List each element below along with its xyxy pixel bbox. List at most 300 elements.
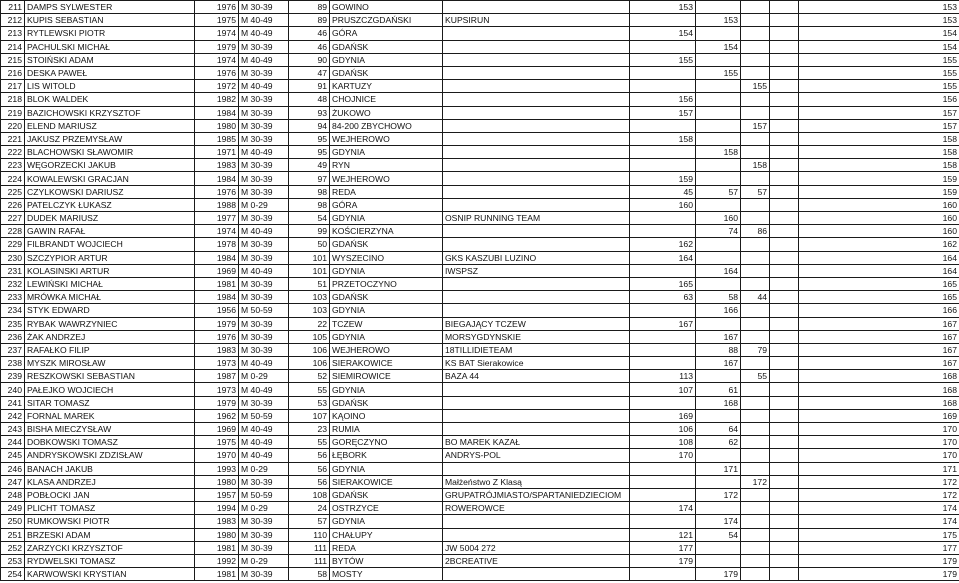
score-4-cell [770,238,799,251]
club-cell [443,291,630,304]
score-3-cell [741,212,770,225]
category-cell: M 40-49 [239,27,289,40]
category-place-cell: 90 [289,53,330,66]
score-3-cell [741,40,770,53]
name-cell: STYK EDWARD [25,304,195,317]
table-row [1,383,959,396]
score-3-cell [741,106,770,119]
score-1-cell [630,568,696,581]
category-place-cell: 54 [289,212,330,225]
score-4-cell [770,198,799,211]
score-2-cell [696,198,741,211]
score-4-cell [770,568,799,581]
club-cell [443,238,630,251]
category-place-cell: 89 [289,14,330,27]
category-place-cell: 95 [289,132,330,145]
category-cell: M 30-39 [239,119,289,132]
score-2-cell: 158 [696,146,741,159]
score-3-cell [741,502,770,515]
name-cell: BAZICHOWSKI KRZYSZTOF [25,106,195,119]
score-4-cell [770,93,799,106]
birth-year-cell: 1980 [195,528,239,541]
table-row [1,488,959,501]
place-cell: 221 [1,132,25,145]
table-row [1,462,959,475]
category-cell: M 30-39 [239,132,289,145]
total-cell: 166 [799,304,959,317]
place-cell: 252 [1,541,25,554]
category-cell: M 40-49 [239,436,289,449]
score-1-cell: 154 [630,27,696,40]
birth-year-cell: 1983 [195,515,239,528]
score-3-cell: 55 [741,370,770,383]
category-place-cell: 48 [289,93,330,106]
score-3-cell: 157 [741,119,770,132]
score-4-cell [770,330,799,343]
score-1-cell: 179 [630,554,696,567]
category-place-cell: 98 [289,198,330,211]
birth-year-cell: 1974 [195,225,239,238]
city-cell: GDAŃSK [330,40,443,53]
birth-year-cell: 1956 [195,304,239,317]
city-cell: 84-200 ZBYCHOWO [330,119,443,132]
club-cell [443,159,630,172]
score-1-cell: 160 [630,198,696,211]
name-cell: BRZESKI ADAM [25,528,195,541]
score-1-cell: 157 [630,106,696,119]
club-cell: BO MAREK KAZAŁ [443,436,630,449]
place-cell: 230 [1,251,25,264]
score-1-cell: 159 [630,172,696,185]
score-2-cell: 172 [696,488,741,501]
score-2-cell: 174 [696,515,741,528]
birth-year-cell: 1979 [195,317,239,330]
score-4-cell [770,27,799,40]
city-cell: ŻUKOWO [330,106,443,119]
score-4-cell [770,502,799,515]
city-cell: GDYNIA [330,515,443,528]
score-1-cell: 155 [630,53,696,66]
club-cell [443,172,630,185]
category-cell: M 30-39 [239,40,289,53]
category-place-cell: 56 [289,475,330,488]
score-1-cell [630,225,696,238]
name-cell: SZCZYPIOR ARTUR [25,251,195,264]
birth-year-cell: 1982 [195,93,239,106]
total-cell: 154 [799,40,959,53]
table-row [1,396,959,409]
total-cell: 167 [799,343,959,356]
birth-year-cell: 1984 [195,172,239,185]
score-4-cell [770,423,799,436]
score-4-cell [770,132,799,145]
birth-year-cell: 1994 [195,502,239,515]
score-4-cell [770,383,799,396]
place-cell: 234 [1,304,25,317]
score-3-cell [741,541,770,554]
city-cell: GDAŃSK [330,238,443,251]
place-cell: 237 [1,343,25,356]
category-cell: M 30-39 [239,541,289,554]
score-2-cell [696,251,741,264]
club-cell: KS BAT Sierakowice [443,357,630,370]
birth-year-cell: 1984 [195,251,239,264]
score-3-cell [741,304,770,317]
place-cell: 250 [1,515,25,528]
score-4-cell [770,277,799,290]
name-cell: RYTLEWSKI PIOTR [25,27,195,40]
score-4-cell [770,264,799,277]
city-cell: GDYNIA [330,383,443,396]
score-1-cell: 158 [630,132,696,145]
city-cell: CHAŁUPY [330,528,443,541]
place-cell: 239 [1,370,25,383]
score-1-cell [630,357,696,370]
category-cell: M 30-39 [239,330,289,343]
score-2-cell: 155 [696,66,741,79]
category-cell: M 30-39 [239,185,289,198]
score-4-cell [770,172,799,185]
score-3-cell [741,1,770,14]
score-1-cell: 45 [630,185,696,198]
total-cell: 179 [799,554,959,567]
category-place-cell: 97 [289,172,330,185]
total-cell: 168 [799,370,959,383]
category-place-cell: 108 [289,488,330,501]
score-4-cell [770,80,799,93]
name-cell: ŻAK ANDRZEJ [25,330,195,343]
club-cell: Małżeństwo Z Klasą [443,475,630,488]
place-cell: 225 [1,185,25,198]
total-cell: 167 [799,317,959,330]
place-cell: 222 [1,146,25,159]
score-4-cell [770,185,799,198]
total-cell: 168 [799,383,959,396]
score-2-cell: 171 [696,462,741,475]
birth-year-cell: 1978 [195,238,239,251]
city-cell: REDA [330,541,443,554]
score-3-cell [741,132,770,145]
city-cell: CHOJNICE [330,93,443,106]
club-cell [443,185,630,198]
category-cell: M 40-49 [239,225,289,238]
club-cell: IWSPSZ [443,264,630,277]
city-cell: GDYNIA [330,264,443,277]
club-cell [443,93,630,106]
city-cell: GDYNIA [330,462,443,475]
club-cell [443,277,630,290]
score-4-cell [770,291,799,304]
score-2-cell: 166 [696,304,741,317]
score-3-cell [741,14,770,27]
score-1-cell: 121 [630,528,696,541]
place-cell: 242 [1,409,25,422]
club-cell [443,119,630,132]
table-row [1,106,959,119]
category-place-cell: 46 [289,40,330,53]
club-cell [443,132,630,145]
score-2-cell [696,238,741,251]
place-cell: 229 [1,238,25,251]
score-2-cell [696,93,741,106]
city-cell: SIERAKOWICE [330,475,443,488]
score-1-cell [630,264,696,277]
place-cell: 240 [1,383,25,396]
birth-year-cell: 1977 [195,212,239,225]
city-cell: GÓRA [330,198,443,211]
total-cell: 169 [799,409,959,422]
place-cell: 224 [1,172,25,185]
score-1-cell: 170 [630,449,696,462]
category-cell: M 30-39 [239,568,289,581]
table-row [1,185,959,198]
score-2-cell: 74 [696,225,741,238]
category-cell: M 40-49 [239,53,289,66]
score-4-cell [770,1,799,14]
place-cell: 216 [1,66,25,79]
birth-year-cell: 1973 [195,357,239,370]
score-4-cell [770,449,799,462]
score-1-cell: 169 [630,409,696,422]
score-3-cell [741,409,770,422]
category-place-cell: 23 [289,423,330,436]
place-cell: 226 [1,198,25,211]
category-cell: M 30-39 [239,277,289,290]
place-cell: 223 [1,159,25,172]
place-cell: 233 [1,291,25,304]
category-cell: M 0-29 [239,370,289,383]
place-cell: 231 [1,264,25,277]
table-row [1,304,959,317]
score-1-cell [630,119,696,132]
score-2-cell: 153 [696,14,741,27]
total-cell: 157 [799,119,959,132]
category-cell: M 40-49 [239,146,289,159]
score-1-cell [630,212,696,225]
table-row [1,172,959,185]
club-cell: BAZA 44 [443,370,630,383]
city-cell: GDYNIA [330,53,443,66]
score-2-cell [696,1,741,14]
club-cell [443,304,630,317]
city-cell: WEJHEROWO [330,132,443,145]
score-1-cell [630,146,696,159]
name-cell: MRÓWKA MICHAŁ [25,291,195,304]
name-cell: ZARZYCKI KRZYSZTOF [25,541,195,554]
total-cell: 164 [799,251,959,264]
category-cell: M 30-39 [239,515,289,528]
score-3-cell [741,146,770,159]
place-cell: 215 [1,53,25,66]
category-cell: M 40-49 [239,423,289,436]
table-row [1,423,959,436]
place-cell: 244 [1,436,25,449]
total-cell: 168 [799,396,959,409]
category-place-cell: 103 [289,291,330,304]
birth-year-cell: 1970 [195,449,239,462]
total-cell: 171 [799,462,959,475]
total-cell: 174 [799,502,959,515]
total-cell: 162 [799,238,959,251]
club-cell [443,27,630,40]
table-row [1,370,959,383]
category-cell: M 30-39 [239,528,289,541]
name-cell: MYSZK MIROSŁAW [25,357,195,370]
city-cell: PRUSZCZGDAŃSKI [330,14,443,27]
score-4-cell [770,409,799,422]
score-4-cell [770,146,799,159]
table-row [1,436,959,449]
table-row [1,317,959,330]
place-cell: 228 [1,225,25,238]
category-place-cell: 93 [289,106,330,119]
table-row [1,264,959,277]
score-1-cell [630,304,696,317]
total-cell: 167 [799,330,959,343]
score-2-cell [696,119,741,132]
category-place-cell: 47 [289,66,330,79]
category-cell: M 30-39 [239,251,289,264]
score-4-cell [770,106,799,119]
table-row [1,146,959,159]
club-cell [443,146,630,159]
table-row [1,554,959,567]
score-1-cell: 164 [630,251,696,264]
score-3-cell [741,277,770,290]
score-3-cell: 79 [741,343,770,356]
category-cell: M 40-49 [239,357,289,370]
place-cell: 249 [1,502,25,515]
total-cell: 158 [799,159,959,172]
category-cell: M 30-39 [239,93,289,106]
club-cell [443,515,630,528]
score-1-cell: 162 [630,238,696,251]
category-place-cell: 56 [289,449,330,462]
score-1-cell [630,343,696,356]
city-cell: SIERAKOWICE [330,357,443,370]
place-cell: 236 [1,330,25,343]
score-3-cell [741,554,770,567]
score-2-cell [696,159,741,172]
total-cell: 159 [799,185,959,198]
score-1-cell: 156 [630,93,696,106]
score-3-cell [741,436,770,449]
total-cell: 160 [799,212,959,225]
city-cell: WEJHEROWO [330,172,443,185]
birth-year-cell: 1987 [195,370,239,383]
club-cell [443,423,630,436]
total-cell: 160 [799,198,959,211]
total-cell: 158 [799,146,959,159]
city-cell: GDYNIA [330,212,443,225]
category-cell: M 40-49 [239,14,289,27]
table-row [1,66,959,79]
score-2-cell: 61 [696,383,741,396]
score-3-cell [741,357,770,370]
category-place-cell: 22 [289,317,330,330]
club-cell [443,528,630,541]
score-2-cell: 168 [696,396,741,409]
score-4-cell [770,541,799,554]
score-2-cell: 64 [696,423,741,436]
name-cell: ANDRYSKOWSKI ZDZISŁAW [25,449,195,462]
category-cell: M 30-39 [239,396,289,409]
score-2-cell [696,27,741,40]
score-2-cell [696,277,741,290]
total-cell: 170 [799,436,959,449]
score-3-cell [741,396,770,409]
name-cell: FORNAL MAREK [25,409,195,422]
total-cell: 179 [799,568,959,581]
score-2-cell [696,502,741,515]
score-1-cell: 153 [630,1,696,14]
place-cell: 232 [1,277,25,290]
score-3-cell [741,449,770,462]
place-cell: 243 [1,423,25,436]
place-cell: 246 [1,462,25,475]
score-2-cell [696,449,741,462]
score-1-cell [630,462,696,475]
name-cell: DOBKOWSKI TOMASZ [25,436,195,449]
total-cell: 155 [799,66,959,79]
table-row [1,343,959,356]
club-cell [443,66,630,79]
place-cell: 218 [1,93,25,106]
category-cell: M 40-49 [239,80,289,93]
score-3-cell: 44 [741,291,770,304]
name-cell: RYBAK WAWRZYNIEC [25,317,195,330]
city-cell: GORĘCZYNO [330,436,443,449]
category-place-cell: 91 [289,80,330,93]
category-cell: M 40-49 [239,383,289,396]
category-cell: M 30-39 [239,212,289,225]
birth-year-cell: 1988 [195,198,239,211]
category-cell: M 0-29 [239,462,289,475]
score-4-cell [770,370,799,383]
category-cell: M 40-49 [239,264,289,277]
birth-year-cell: 1993 [195,462,239,475]
score-2-cell: 179 [696,568,741,581]
score-3-cell [741,568,770,581]
birth-year-cell: 1976 [195,66,239,79]
category-place-cell: 55 [289,436,330,449]
category-cell: M 0-29 [239,502,289,515]
category-cell: M 30-39 [239,291,289,304]
score-3-cell: 158 [741,159,770,172]
birth-year-cell: 1980 [195,119,239,132]
score-1-cell [630,330,696,343]
score-3-cell [741,423,770,436]
birth-year-cell: 1981 [195,277,239,290]
category-place-cell: 101 [289,264,330,277]
place-cell: 241 [1,396,25,409]
category-cell: M 30-39 [239,1,289,14]
city-cell: SIEMIROWICE [330,370,443,383]
city-cell: KĄOINO [330,409,443,422]
category-place-cell: 111 [289,541,330,554]
score-2-cell: 57 [696,185,741,198]
name-cell: BISHA MIECZYSŁAW [25,423,195,436]
birth-year-cell: 1972 [195,80,239,93]
name-cell: LEWIŃSKI MICHAŁ [25,277,195,290]
score-3-cell [741,264,770,277]
total-cell: 165 [799,291,959,304]
club-cell: ANDRYS-POL [443,449,630,462]
score-3-cell [741,462,770,475]
category-place-cell: 101 [289,251,330,264]
score-3-cell [741,53,770,66]
city-cell: WEJHEROWO [330,343,443,356]
